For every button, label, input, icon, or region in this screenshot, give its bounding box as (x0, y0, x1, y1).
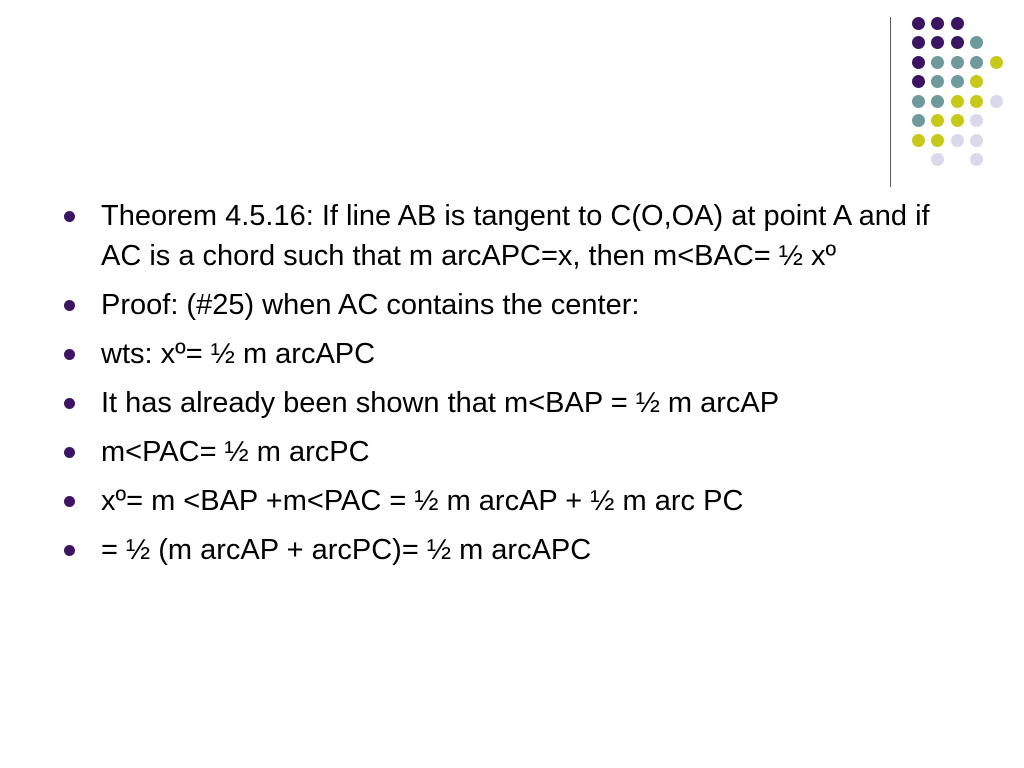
decorative-dot (970, 114, 983, 127)
bullet-item (60, 196, 960, 276)
bullet-marker-icon (64, 398, 75, 409)
bullet-text: Theorem 4.5.16: If line AB is tangent to C(O,OA) at point A and if AC is a chord such that m arcAPC=x, then m<BAC= ½ xº (101, 200, 930, 272)
decorative-dot (970, 56, 983, 69)
bullet-item (60, 285, 960, 325)
bullet-item (60, 432, 960, 472)
decorative-dot (990, 56, 1003, 69)
bullet-marker-icon (64, 300, 75, 311)
decorative-dot (931, 134, 944, 147)
decorative-dot (951, 56, 964, 69)
bullet-text: Proof: (#25) when AC contains the center: (101, 289, 640, 321)
bullet-marker-icon (64, 349, 75, 360)
decorative-dot (970, 153, 983, 166)
decorative-dot-grid (0, 0, 1024, 190)
decorative-dot (912, 56, 925, 69)
decorative-dot (931, 17, 944, 30)
bullet-text: m<PAC= ½ m arcPC (101, 436, 370, 468)
decorative-dot (931, 56, 944, 69)
decorative-dot (951, 95, 964, 108)
bullet-item (60, 334, 960, 374)
decorative-dot (931, 114, 944, 127)
bullet-text: = ½ (m arcAP + arcPC)= ½ m arcAPC (101, 534, 592, 566)
bullet-marker-icon (64, 447, 75, 458)
decorative-dot (912, 17, 925, 30)
decorative-dot (931, 95, 944, 108)
decorative-dot (970, 134, 983, 147)
bullet-marker-icon (64, 545, 75, 556)
bullet-item (60, 530, 960, 570)
bullet-text: It has already been shown that m<BAP = ½ m arcAP (101, 387, 780, 419)
bullet-marker-icon (64, 211, 75, 222)
decorative-dot (970, 75, 983, 88)
decorative-dot (990, 95, 1003, 108)
decorative-dot (951, 134, 964, 147)
decorative-dot (951, 75, 964, 88)
decorative-dot (951, 36, 964, 49)
decorative-dot (970, 36, 983, 49)
decorative-dot (931, 75, 944, 88)
decorative-dot (970, 95, 983, 108)
decorative-dot (912, 114, 925, 127)
decorative-dot (931, 36, 944, 49)
bullet-list (60, 196, 960, 579)
decorative-dot (912, 36, 925, 49)
bullet-item (60, 383, 960, 423)
decorative-dot (951, 17, 964, 30)
bullet-text: xº= m <BAP +m<PAC = ½ m arcAP + ½ m arc PC (101, 485, 744, 517)
bullet-text: wts: xº= ½ m arcAPC (101, 338, 376, 370)
decorative-dot (912, 75, 925, 88)
decorative-dot (951, 114, 964, 127)
decorative-dot (912, 134, 925, 147)
decorative-dot (931, 153, 944, 166)
decorative-dot (912, 95, 925, 108)
bullet-item (60, 481, 960, 521)
bullet-marker-icon (64, 496, 75, 507)
